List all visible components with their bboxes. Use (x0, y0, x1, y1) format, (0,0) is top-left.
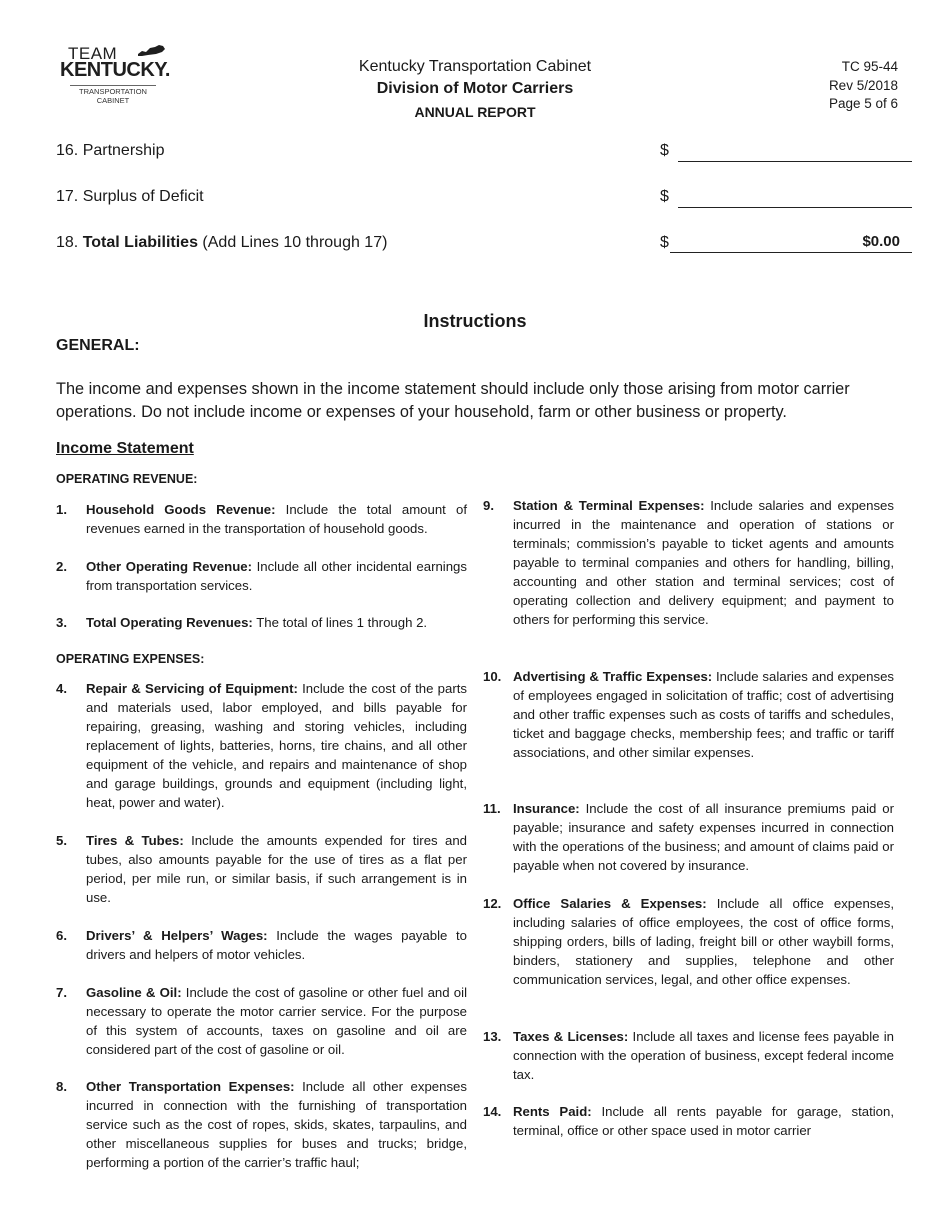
general-heading: GENERAL: (56, 337, 140, 354)
line-18-currency: $ (660, 234, 669, 251)
line-16-currency: $ (660, 142, 669, 159)
instructions-heading: Instructions (423, 311, 527, 331)
page-number: Page 5 of 6 (828, 96, 898, 111)
operating-revenue-heading: OPERATING REVENUE: (56, 472, 198, 486)
logo-team-text: TEAM (68, 44, 118, 63)
line-18-total-liabilities-field[interactable]: $0.00 (670, 233, 912, 253)
form-number: TC 95-44 (841, 59, 898, 74)
line-16-label: 16. Partnership (56, 142, 165, 159)
line-17-currency: $ (660, 188, 669, 205)
income-statement-heading: Income Statement (56, 440, 194, 457)
general-paragraph: The income and expenses shown in the income statement should include only those arising from motor carrier operations. Do not include income or expenses of your household, farm or other business or property. (56, 380, 850, 421)
line-17-surplus-field[interactable] (678, 187, 912, 208)
form-revision: Rev 5/2018 (828, 77, 898, 93)
operating-expenses-heading: OPERATING EXPENSES: (56, 652, 205, 666)
line-16-partnership-field[interactable] (678, 141, 912, 162)
logo-kentucky-text: KENTUCKY. (60, 59, 170, 81)
kentucky-state-icon (136, 44, 166, 58)
division-name: Division of Motor Carriers (376, 80, 574, 97)
logo-subtitle: TRANSPORTATION CABINET (70, 85, 156, 105)
form-reference (829, 58, 898, 114)
agency-name: Kentucky Transportation Cabinet (358, 58, 592, 75)
line-17-label: 17. Surplus of Deficit (56, 188, 204, 205)
team-kentucky-logo (60, 44, 170, 108)
line-18-label: 18. Total Liabilities (Add Lines 10 through 17) (56, 234, 388, 251)
report-title: ANNUAL REPORT (414, 104, 536, 120)
